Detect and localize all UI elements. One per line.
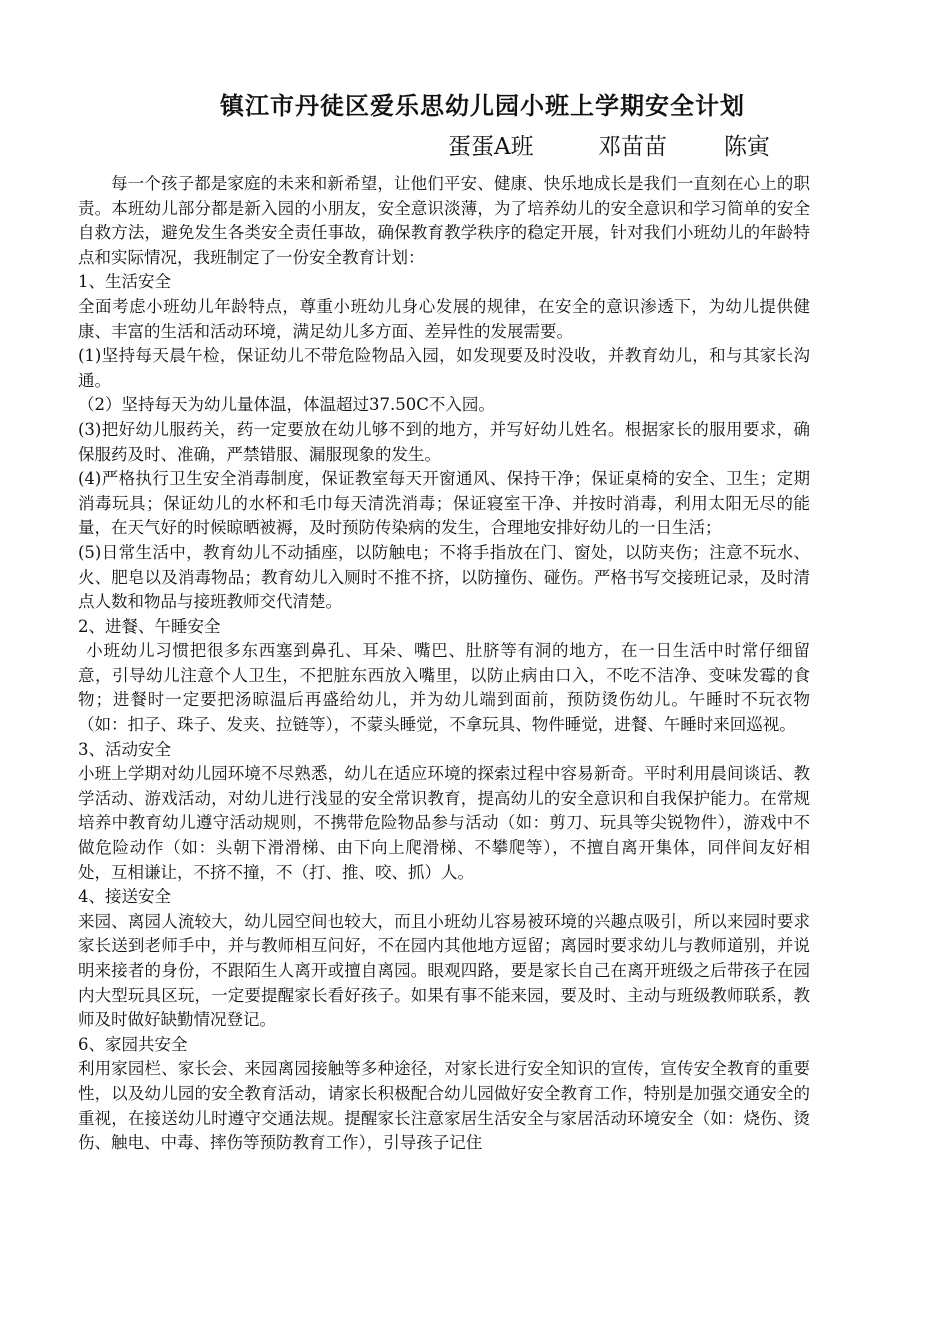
intro-paragraph: 每一个孩子都是家庭的未来和新希望，让他们平安、健康、快乐地成长是我们一直刻在心上的职责。本班幼儿部分都是新入园的小朋友，安全意识淡薄，为了培养幼儿的安全意识和学习简单的安全自救方法，避免发生各类安全责任事故，确保教育教学秩序的稳定开展，针对我们小班幼儿的年龄特点和实际情况，我班制定了一份安全教育计划： <box>78 174 810 267</box>
section-heading-pickup-safety: 4、接送安全 <box>78 887 171 907</box>
section-heading-home-school-safety: 6、家园共安全 <box>78 1034 188 1054</box>
document-page <box>78 86 810 1156</box>
life-safety-item-4: (4)严格执行卫生安全消毒制度，保证教室每天开窗通风、保持干净；保证桌椅的安全、卫生；定期消毒玩具；保证幼儿的水杯和毛巾每天清洗消毒；保证寝室干净、并按时消毒，利用太阳无尽的能量，在天气好的时候晾晒被褥，及时预防传染病的发生，合理地安排好幼儿的一日生活； <box>78 469 810 538</box>
section-heading-meal-nap-safety: 2、进餐、午睡安全 <box>78 616 221 636</box>
meal-nap-safety-paragraph: 小班幼儿习惯把很多东西塞到鼻孔、耳朵、嘴巴、肚脐等有洞的地方，在一日生活中时常仔细留意，引导幼儿注意个人卫生，不把脏东西放入嘴里，以防止病由口入，不吃不洁净、变味发霉的食物；进餐时一定要把汤晾温后再盛给幼儿，并为幼儿端到面前，预防烫伤幼儿。午睡时不玩衣物（如：扣子、珠子、发夹、拉链等），不蒙头睡觉，不拿玩具、物件睡觉，进餐、午睡时来回巡视。 <box>78 641 810 735</box>
pickup-safety-paragraph: 来园、离园人流较大，幼儿园空间也较大，而且小班幼儿容易被环境的兴趣点吸引，所以来园时要求家长送到老师手中，并与教师相互问好，不在园内其他地方逗留；离园时要求幼儿与教师道别，并说明来接者的身份，不跟陌生人离开或擅自离园。眼观四路，要是家长自己在离开班级之后带孩子在园内大型玩具区玩，一定要提醒家长看好孩子。如果有事不能来园，要及时、主动与班级教师联系，教师及时做好缺勤情况登记。 <box>78 911 810 1030</box>
home-school-safety-paragraph: 利用家园栏、家长会、来园离园接触等多种途径，对家长进行安全知识的宣传，宣传安全教育的重要性，以及幼儿园的安全教育活动，请家长积极配合幼儿园做好安全教育工作，特别是加强交通安全的重视，在接送幼儿时遵守交通法规。提醒家长注意家居生活安全与家居活动环境安全（如：烧伤、烫伤、触电、中毒、摔伤等预防教育工作），引导孩子记住 <box>78 1059 810 1153</box>
life-safety-item-2: （2）坚持每天为幼儿量体温，体温超过37.50C不入园。 <box>78 395 495 415</box>
class-name: 蛋蛋A班 <box>448 134 534 160</box>
teacher-name-1: 邓苗苗 <box>598 134 667 160</box>
life-safety-item-1: (1)坚持每天晨午检，保证幼儿不带危险物品入园，如发现要及时没收，并教育幼儿，和与其家长沟通。 <box>78 346 810 390</box>
section-heading-activity-safety: 3、活动安全 <box>78 739 171 759</box>
teacher-name-2: 陈寅 <box>724 134 770 160</box>
section-heading-life-safety: 1、生活安全 <box>78 272 171 292</box>
author-line <box>448 128 810 166</box>
activity-safety-paragraph: 小班上学期对幼儿园环境不尽熟悉，幼儿在适应环境的探索过程中容易新奇。平时利用晨间谈话、教学活动、游戏活动，对幼儿进行浅显的安全常识教育，提高幼儿的安全意识和自我保护能力。在常规培养中教育幼儿遵守活动规则，不携带危险物品参与活动（如：剪刀、玩具等尖锐物件），游戏中不做危险动作（如：头朝下滑滑梯、由下向上爬滑梯、不攀爬等），不擅自离开集体，同伴间友好相处，互相谦让，不挤不撞，不（打、推、咬、抓）人。 <box>78 764 810 882</box>
life-safety-item-3: (3)把好幼儿服药关，药一定要放在幼儿够不到的地方，并写好幼儿姓名。根据家长的服用要求，确保服药及时、准确，严禁错服、漏服现象的发生。 <box>78 419 810 464</box>
life-safety-overview: 全面考虑小班幼儿年龄特点，尊重小班幼儿身心发展的规律，在安全的意识渗透下，为幼儿提供健康、丰富的生活和活动环境，满足幼儿多方面、差异性的发展需要。 <box>78 296 810 341</box>
document-title: 镇江市丹徒区爱乐思幼儿园小班上学期安全计划 <box>220 91 745 120</box>
life-safety-item-5: (5)日常生活中，教育幼儿不动插座，以防触电；不将手指放在门、窗处，以防夹伤；注意不玩水、火、肥皂以及消毒物品；教育幼儿入厕时不推不挤，以防撞伤、碰伤。严格书写交接班记录，及时清点人数和物品与接班教师交代清楚。 <box>78 542 810 612</box>
